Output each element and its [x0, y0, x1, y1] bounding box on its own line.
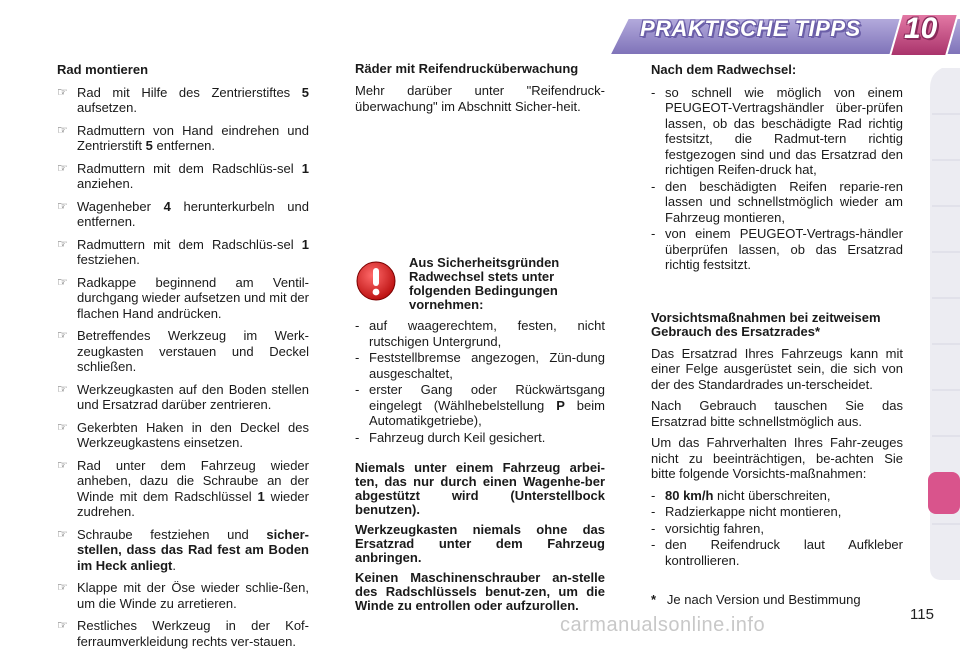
note-toolbox-spare: Werkzeugkasten niemals ohne das Ersatzrad unter dem Fahrzeug anbringen.	[355, 522, 605, 565]
precaution-item-text: den Reifendruck laut Aufkleber kontrollieren.	[665, 537, 903, 568]
safety-condition	[355, 430, 605, 446]
safety-warning-title: Aus Sicherheitsgründen Radwechsel stets unter folgenden Bedingungen vornehmen:	[409, 255, 560, 312]
mount-step-text: Betreffendes Werkzeug im Werk-zeugkasten verstauen und Deckel schließen.	[77, 328, 309, 374]
column-mount-wheel	[57, 62, 309, 656]
pointing-hand-icon: ☞	[57, 580, 68, 594]
pointing-hand-icon: ☞	[57, 160, 68, 175]
mount-step	[57, 420, 309, 451]
safety-condition-text: erster Gang oder Rückwärtsgang eingelegt (Wählhebelstellung P beim Automatikgetriebe),	[369, 382, 605, 428]
column-pressure-monitoring	[355, 62, 605, 619]
pointing-hand-icon: ☞	[57, 419, 68, 434]
safety-warning	[355, 256, 605, 312]
mount-step-text: Werkzeugkasten auf den Boden stellen und Ersatzrad darüber zentrieren.	[77, 381, 309, 412]
precautions-list	[651, 488, 903, 569]
dash-bullet: -	[355, 382, 360, 397]
precaution-item-text: vorsichtig fahren,	[665, 520, 764, 536]
after-change-item-text: den beschädigten Reifen reparie-ren lassen und schnellstmöglich wieder am Fahrzeug montieren,	[665, 178, 903, 225]
dash-bullet: -	[355, 318, 360, 333]
mount-step	[57, 527, 309, 574]
pointing-hand-icon: ☞	[57, 274, 68, 289]
safety-condition	[355, 318, 605, 349]
mount-step	[57, 123, 309, 154]
watermark: carmanualsonline.info	[560, 614, 766, 636]
pressure-monitoring-heading: Räder mit Reifendrucküberwachung	[355, 61, 579, 76]
pointing-hand-icon: ☞	[57, 457, 68, 472]
mount-step	[57, 328, 309, 375]
pointing-hand-icon: ☞	[57, 526, 68, 541]
safety-condition	[355, 350, 605, 381]
dash-bullet: -	[651, 520, 656, 536]
pointing-hand-icon: ☞	[57, 236, 68, 251]
mount-step	[57, 382, 309, 413]
precaution-item	[651, 504, 903, 520]
after-change-item	[651, 179, 903, 226]
mount-step-text: Radmuttern von Hand eindrehen und Zentrierstift 5 entfernen.	[77, 122, 309, 153]
pointing-hand-icon: ☞	[57, 122, 68, 137]
footnote-marker: *	[651, 592, 657, 607]
mount-step	[57, 199, 309, 230]
dash-bullet: -	[651, 178, 656, 194]
pointing-hand-icon: ☞	[57, 381, 68, 396]
after-change-item-text: so schnell wie möglich von einem PEUGEOT-Vertragshändler über-prüfen lassen, ob das beschädigte Rad richtig festsitzt, die Radmut-tern richtig festgezogen sind und das Ersatzrad den richtigen Reifen-druck hat,	[665, 84, 903, 177]
mount-step-text: Radmuttern mit dem Radschlüs-sel 1 festziehen.	[77, 236, 309, 267]
after-change-item	[651, 85, 903, 178]
mount-step	[57, 161, 309, 192]
pressure-monitoring-intro: Mehr darüber unter "Reifendruck-überwachung" im Abschnitt Sicher-heit.	[355, 83, 605, 114]
dash-bullet: -	[651, 84, 656, 100]
dash-bullet: -	[355, 429, 360, 445]
mount-step-text: Klappe mit der Öse wieder schlie-ßen, um die Winde zu arretieren.	[77, 580, 309, 611]
mount-step	[57, 237, 309, 268]
pointing-hand-icon: ☞	[57, 618, 68, 632]
safety-condition	[355, 382, 605, 429]
pointing-hand-icon: ☞	[57, 84, 68, 99]
mount-step-text: Gekerbten Haken in den Deckel des Werkzeugkastens einsetzen.	[77, 419, 309, 450]
mount-step-text: Restliches Werkzeug in der Kof-ferraumverkleidung rechts ver-stauen.	[77, 618, 309, 649]
footnote	[651, 592, 861, 607]
after-change-heading: Nach dem Radwechsel:	[651, 62, 797, 77]
precautions-heading: Vorsichtsmaßnahmen bei zeitweisem Gebrauch des Ersatzrades*	[651, 309, 881, 339]
chapter-tabs	[928, 68, 960, 580]
safety-condition-text: Fahrzeug durch Keil gesichert.	[369, 429, 546, 445]
mount-step	[57, 618, 309, 649]
dash-bullet: -	[651, 487, 656, 503]
mount-step	[57, 85, 309, 116]
mount-wheel-steps	[57, 85, 309, 650]
pointing-hand-icon: ☞	[57, 198, 68, 213]
precaution-item-text: 80 km/h nicht überschreiten,	[665, 487, 831, 503]
precautions-para-1: Das Ersatzrad Ihres Fahrzeugs kann mit einer Felge ausgerüstet sein, die sich von der des Standardrades un-terscheidet.	[651, 345, 903, 392]
precaution-item	[651, 537, 903, 568]
after-change-item	[651, 226, 903, 273]
precaution-item	[651, 521, 903, 537]
dash-bullet: -	[651, 504, 656, 519]
mount-step-text: Rad unter dem Fahrzeug wieder anheben, dazu die Schraube an der Winde mit dem Radschlüssel 1 wieder zudrehen.	[77, 457, 309, 519]
mount-step-text: Wagenheber 4 herunterkurbeln und entfernen.	[77, 198, 309, 229]
precautions-para-3: Um das Fahrverhalten Ihres Fahr-zeuges nicht zu beeinträchtigen, be-achten Sie bitte folgende Vorsichts-maßnahmen:	[651, 435, 903, 481]
mount-wheel-heading: Rad montieren	[57, 62, 149, 77]
mount-step-text: Schraube festziehen und sicher-stellen, dass das Rad fest am Boden im Heck anliegt.	[77, 526, 309, 573]
dash-bullet: -	[355, 350, 360, 365]
dash-bullet: -	[651, 537, 656, 552]
precautions-para-2: Nach Gebrauch tauschen Sie das Ersatzrad bitte schnellstmöglich aus.	[651, 398, 903, 429]
after-change-list	[651, 85, 903, 273]
precaution-item-text: Radzierkappe nicht montieren,	[665, 504, 842, 519]
dash-bullet: -	[651, 226, 656, 241]
column-after-wheel-change	[651, 62, 903, 569]
mount-step-text: Radkappe beginnend am Ventil-durchgang wieder aufsetzen und mit der flachen Hand andrücken.	[77, 274, 309, 321]
section-title: PRAKTISCHE TIPPS	[640, 16, 861, 41]
safety-condition-text: Feststellbremse angezogen, Zün-dung ausgeschaltet,	[369, 350, 605, 381]
after-change-item-text: von einem PEUGEOT-Vertrags-händler überprüfen lassen, ob das Ersatzrad richtig festsitzt.	[665, 226, 903, 272]
mount-step-text: Radmuttern mit dem Radschlüs-sel 1 anziehen.	[77, 160, 309, 191]
note-no-work-under-jack: Niemals unter einem Fahrzeug arbei-ten, das nur durch einen Wagenhe-ber abgestützt wird (Unterstellbock benutzen).	[355, 460, 605, 517]
safety-conditions	[355, 318, 605, 445]
mount-step	[57, 275, 309, 322]
footnote-text: Je nach Version und Bestimmung	[666, 592, 861, 607]
page-number: 115	[910, 606, 934, 623]
precaution-item	[651, 488, 903, 504]
mount-step-text: Rad mit Hilfe des Zentrierstiftes 5 aufsetzen.	[77, 84, 309, 115]
mount-step	[57, 458, 309, 520]
chapter-number: 10	[904, 12, 938, 45]
warning-exclamation-icon	[355, 260, 397, 302]
safety-condition-text: auf waagerechtem, festen, nicht rutschigen Untergrund,	[369, 318, 605, 349]
note-no-power-tool: Keinen Maschinenschrauber an-stelle des Radschlüssels benut-zen, um die Winde zu entrollen oder aufzurollen.	[355, 570, 605, 613]
pointing-hand-icon: ☞	[57, 328, 68, 342]
mount-step	[57, 580, 309, 611]
